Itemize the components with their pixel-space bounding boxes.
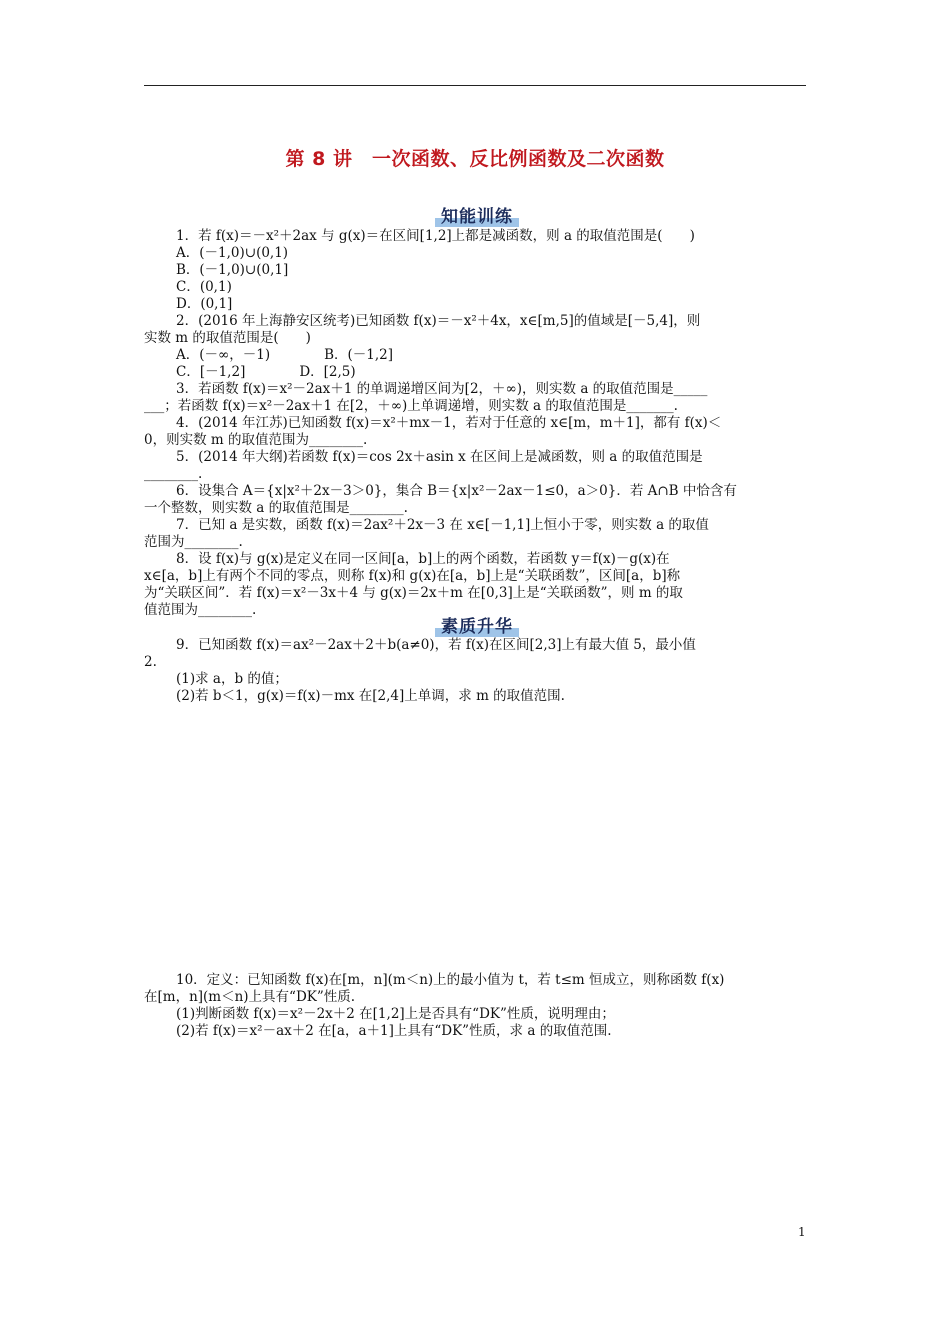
page-number: 1 <box>798 1225 806 1239</box>
text-line: 6．设集合 A＝{x|x²＋2x－3＞0}，集合 B＝{x|x²－2ax－1≤0，a＞0}．若 A∩B 中恰含有 <box>176 483 737 499</box>
text-line: 8．设 f(x)与 g(x)是定义在同一区间[a，b]上的两个函数，若函数 y＝f(x)－g(x)在 <box>176 551 670 567</box>
text-line: 一个整数，则实数 a 的取值范围是________. <box>144 500 408 516</box>
text-line: 10．定义：已知函数 f(x)在[m，n](m＜n)上的最小值为 t，若 t≤m 恒成立，则称函数 f(x) <box>176 972 725 988</box>
page-title: 第 8 讲 一次函数、反比例函数及二次函数 <box>285 148 665 170</box>
text-line: 2. <box>144 654 157 670</box>
text-line: 1．若 f(x)＝－x²＋2ax 与 g(x)＝在区间[1,2]上都是减函数，则 a 的取值范围是( ) <box>176 228 695 244</box>
text-line: 3．若函数 f(x)＝x²－2ax＋1 的单调递增区间为[2，＋∞)，则实数 a 的取值范围是_____ <box>176 381 708 397</box>
text-line: A．(－∞，－1) B．(－1,2] <box>176 347 394 363</box>
text-line: 范围为________. <box>144 534 243 550</box>
section-banner-quality: 素质升华 <box>435 617 519 637</box>
text-line: D．(0,1] <box>176 296 233 312</box>
text-line: 值范围为________. <box>144 602 257 618</box>
exercise-block-2 <box>144 637 806 705</box>
text-line: 7．已知 a 是实数，函数 f(x)＝2ax²＋2x－3 在 x∈[－1,1]上恒小于零，则实数 a 的取值 <box>176 517 709 533</box>
text-line: ___；若函数 f(x)＝x²－2ax＋1 在[2，＋∞)上单调递增，则实数 a 的取值范围是_______. <box>144 398 678 414</box>
header-rule <box>144 85 806 86</box>
exercise-block-3 <box>144 972 806 1040</box>
text-line: 0，则实数 m 的取值范围为________. <box>144 432 368 448</box>
exercise-block-1 <box>144 228 806 619</box>
text-line: 5．(2014 年大纲)若函数 f(x)＝cos 2x＋asin x 在区间上是减函数，则 a 的取值范围是 <box>176 449 703 465</box>
text-line: ________. <box>144 466 203 482</box>
text-line: A．(－1,0)∪(0,1) <box>176 245 289 261</box>
text-line: 2．(2016 年上海静安区统考)已知函数 f(x)＝－x²＋4x，x∈[m,5]的值域是[－5,4]，则 <box>176 313 701 329</box>
text-line: x∈[a，b]上有两个不同的零点，则称 f(x)和 g(x)在[a，b]上是“关联函数”，区间[a，b]称 <box>144 568 681 584</box>
text-line: (2)若 f(x)＝x²－ax＋2 在[a，a＋1]上具有“DK”性质，求 a 的取值范围. <box>176 1023 612 1039</box>
text-line: (1)求 a，b 的值； <box>176 671 288 687</box>
text-line: 实数 m 的取值范围是( ) <box>144 330 311 346</box>
text-line: 在[m，n](m＜n)上具有“DK”性质. <box>144 989 356 1005</box>
section-banner-training: 知能训练 <box>435 207 519 227</box>
text-line: 9．已知函数 f(x)＝ax²－2ax＋2＋b(a≠0)，若 f(x)在区间[2,3]上有最大值 5，最小值 <box>176 637 696 653</box>
text-line: C．(0,1) <box>176 279 232 295</box>
text-line: 4．(2014 年江苏)已知函数 f(x)＝x²＋mx－1，若对于任意的 x∈[m，m＋1]，都有 f(x)＜ <box>176 415 722 431</box>
text-line: 为“关联区间”．若 f(x)＝x²－3x＋4 与 g(x)＝2x＋m 在[0,3]上是“关联函数”，则 m 的取 <box>144 585 683 601</box>
text-line: B．(－1,0)∪(0,1] <box>176 262 289 278</box>
text-line: (1)判断函数 f(x)＝x²－2x＋2 在[1,2]上是否具有“DK”性质，说明理由； <box>176 1006 615 1022</box>
text-line: (2)若 b＜1，g(x)＝f(x)－mx 在[2,4]上单调，求 m 的取值范围. <box>176 688 565 704</box>
text-line: C．[－1,2] D．[2,5) <box>176 364 356 380</box>
